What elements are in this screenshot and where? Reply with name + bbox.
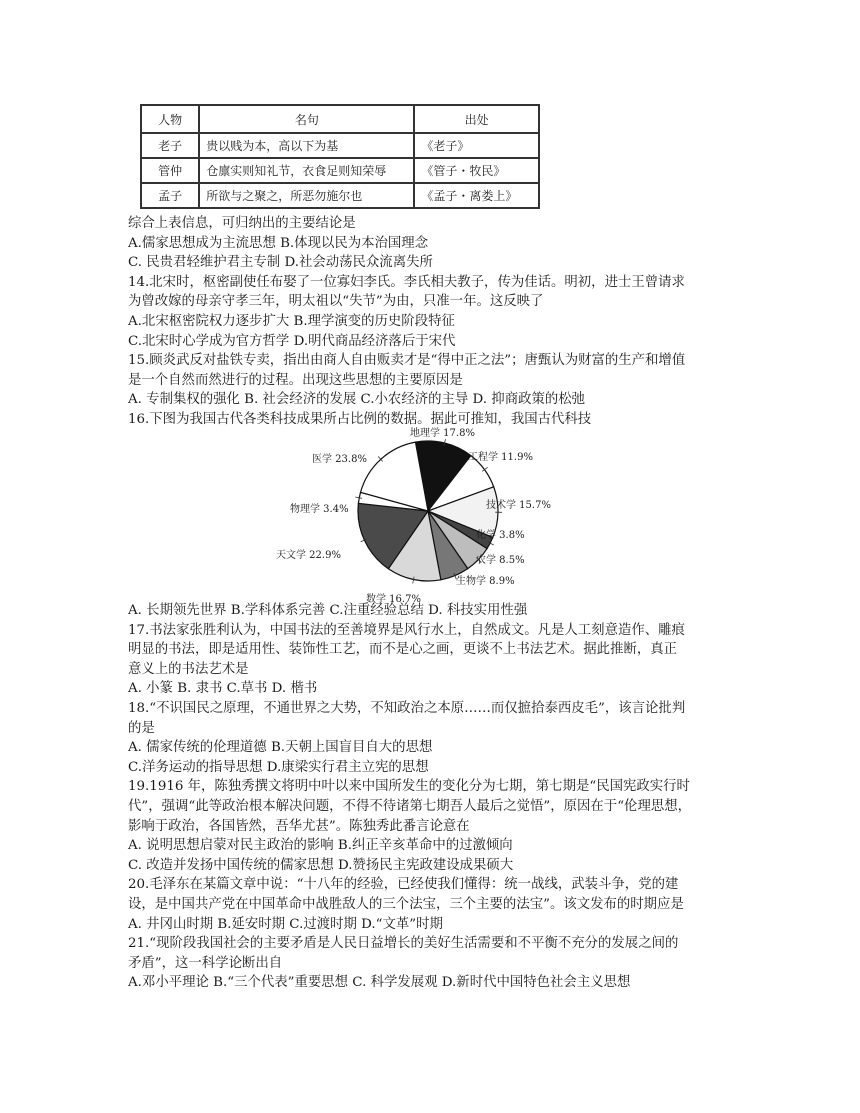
table-cell-quote: 贵以贱为本，高以下为基: [199, 133, 414, 158]
pie-slice-label: 地理学 17.8%: [410, 428, 475, 439]
quote-table: [140, 104, 540, 209]
pie-chart-svg: [270, 424, 580, 604]
q16-options: A. 长期领先世界 B.学科体系完善 C.注重经验总结 D. 科技实用性强: [128, 603, 528, 618]
pie-slice-label: 数学 16.7%: [366, 594, 421, 604]
q19-options-1: A. 说明思想启蒙对民主政治的影响 B.纠正辛亥革命中的过激倾向: [128, 838, 513, 854]
q17-line-1: 17.书法家张胜利认为，中国书法的至善境界是风行水上，自然成文。凡是人工刻意造作、雕痕: [128, 622, 685, 638]
table-cell-quote: 仓廪实则知礼节，衣食足则知荣辱: [199, 158, 414, 183]
table-header-person: 人物: [141, 105, 199, 133]
q15-line-1: 15.顾炎武反对盐铁专卖，指出由商人自由贩卖才是“得中正之法”；唐甄认为财富的生产和增值: [128, 353, 686, 369]
q20-line-1: 20.毛泽东在某篇文章中说：“十八年的经验，已经使我们懂得：统一战线，武装斗争，党的建: [128, 877, 679, 893]
q14-line-1: 14.北宋时，枢密副使任布娶了一位寡妇李氏。李氏相夫教子，传为佳话。明初，进士王曾请求: [128, 274, 685, 290]
q13-options-1: A.儒家思想成为主流思想 B.体现以民为本治国理念: [128, 235, 429, 251]
q14-line-2: 为曾改嫁的母亲守孝三年，明太祖以“失节”为由，只准一年。这反映了: [128, 294, 544, 310]
q17-options: A. 小篆 B. 隶书 C.草书 D. 楷书: [128, 681, 318, 697]
table-header-row: [141, 105, 539, 133]
table-cell-source: 《管子・牧民》: [414, 158, 539, 183]
pie-slice-label: 医学 23.8%: [312, 454, 367, 465]
q19-line-1: 19.1916 年，陈独秀撰文将明中叶以来中国所发生的变化分为七期，第七期是“民国宪政实行时: [128, 779, 690, 795]
q18-options-2: C.洋务运动的指导思想 D.康梁实行君主立宪的思想: [128, 759, 429, 775]
q21-line-1: 21.“现阶段我国社会的主要矛盾是人民日益增长的美好生活需要和不平衡不充分的发展之间的: [128, 936, 679, 952]
q19-line-2: 代”，强调“此等政治根本解决问题，不得不待诸第七期吾人最后之觉悟”，原因在于“伦理思想，: [128, 798, 692, 814]
pie-slice-label: 生物学 8.9%: [456, 576, 515, 587]
q20-options: A. 井冈山时期 B.延安时期 C.过渡时期 D.“文革”时期: [128, 916, 443, 932]
question-16-to-21-block: [128, 601, 748, 993]
q18-line-2: 的是: [128, 720, 155, 736]
q21-line-2: 矛盾”，这一科学论断出自: [128, 955, 283, 971]
q18-line-1: 18.“不识国民之原理，不通世界之大势，不知政治之本原……而仅摭拾泰西皮毛”，该言论批判: [128, 700, 686, 716]
pie-slice-label: 化学 3.8%: [476, 530, 525, 541]
table-cell-person: 孟子: [141, 183, 199, 208]
table-cell-source: 《老子》: [414, 133, 539, 158]
pie-slice-label: 天文学 22.9%: [276, 550, 341, 561]
tech-achievements-pie-chart: [270, 424, 580, 604]
table-row: [141, 158, 539, 183]
q19-line-3: 影响于政治，各国皆然，吾华尤甚”。陈独秀此番言论意在: [128, 818, 470, 834]
q14-options-1: A.北宋枢密院权力逐步扩大 B.理学演变的历史阶段特征: [128, 313, 455, 329]
pie-slice-label: 物理学 3.4%: [290, 504, 349, 515]
pie-slice-label: 技术学 15.7%: [486, 500, 551, 511]
q17-line-2: 明显的书法，即是适用性、装饰性工艺，而不是心之画，更谈不上书法艺术。据此推断，真正: [128, 642, 678, 658]
q15-options: A. 专制集权的强化 B. 社会经济的发展 C.小农经济的主导 D. 抑商政策的松弛: [128, 392, 586, 408]
q17-line-3: 意义上的书法艺术是: [128, 661, 249, 677]
q14-options-2: C.北宋时心学成为官方哲学 D.明代商品经济落后于宋代: [128, 333, 456, 349]
q15-line-2: 是一个自然而然进行的过程。出现这些思想的主要原因是: [128, 372, 463, 388]
table-header-source: 出处: [414, 105, 539, 133]
q16-line-1: 16.下图为我国古代各类科技成果所占比例的数据。据此可推知，我国古代科技: [128, 411, 592, 427]
pie-slice-label: 农学 8.5%: [476, 555, 525, 566]
q13-stem: 综合上表信息，可归纳出的主要结论是: [128, 216, 356, 231]
q20-line-2: 设，是中国共产党在中国革命中战胜敌人的三个法宝，三个主要的法宝”。该文发布的时期应是: [128, 896, 684, 912]
q13-options-2: C. 民贵君轻维护君主专制 D.社会动荡民众流离失所: [128, 255, 433, 271]
table-cell-person: 老子: [141, 133, 199, 158]
q21-options: A.邓小平理论 B.“三个代表”重要思想 C. 科学发展观 D.新时代中国特色社会主义思想: [128, 975, 631, 991]
table-cell-quote: 所欲与之聚之，所恶勿施尔也: [199, 183, 414, 208]
question-13-to-16-block: [128, 214, 748, 430]
q19-options-2: C. 改造并发扬中国传统的儒家思想 D.赞扬民主宪政建设成果硕大: [128, 857, 514, 873]
table-header-quote: 名句: [199, 105, 414, 133]
pie-slice-label: 工程学 11.9%: [468, 452, 533, 463]
q18-options-1: A. 儒家传统的伦理道德 B.天朝上国盲目自大的思想: [128, 740, 433, 756]
table-cell-source: 《孟子・离娄上》: [414, 183, 539, 208]
table-row: [141, 133, 539, 158]
table-row: [141, 183, 539, 208]
table-cell-person: 管仲: [141, 158, 199, 183]
